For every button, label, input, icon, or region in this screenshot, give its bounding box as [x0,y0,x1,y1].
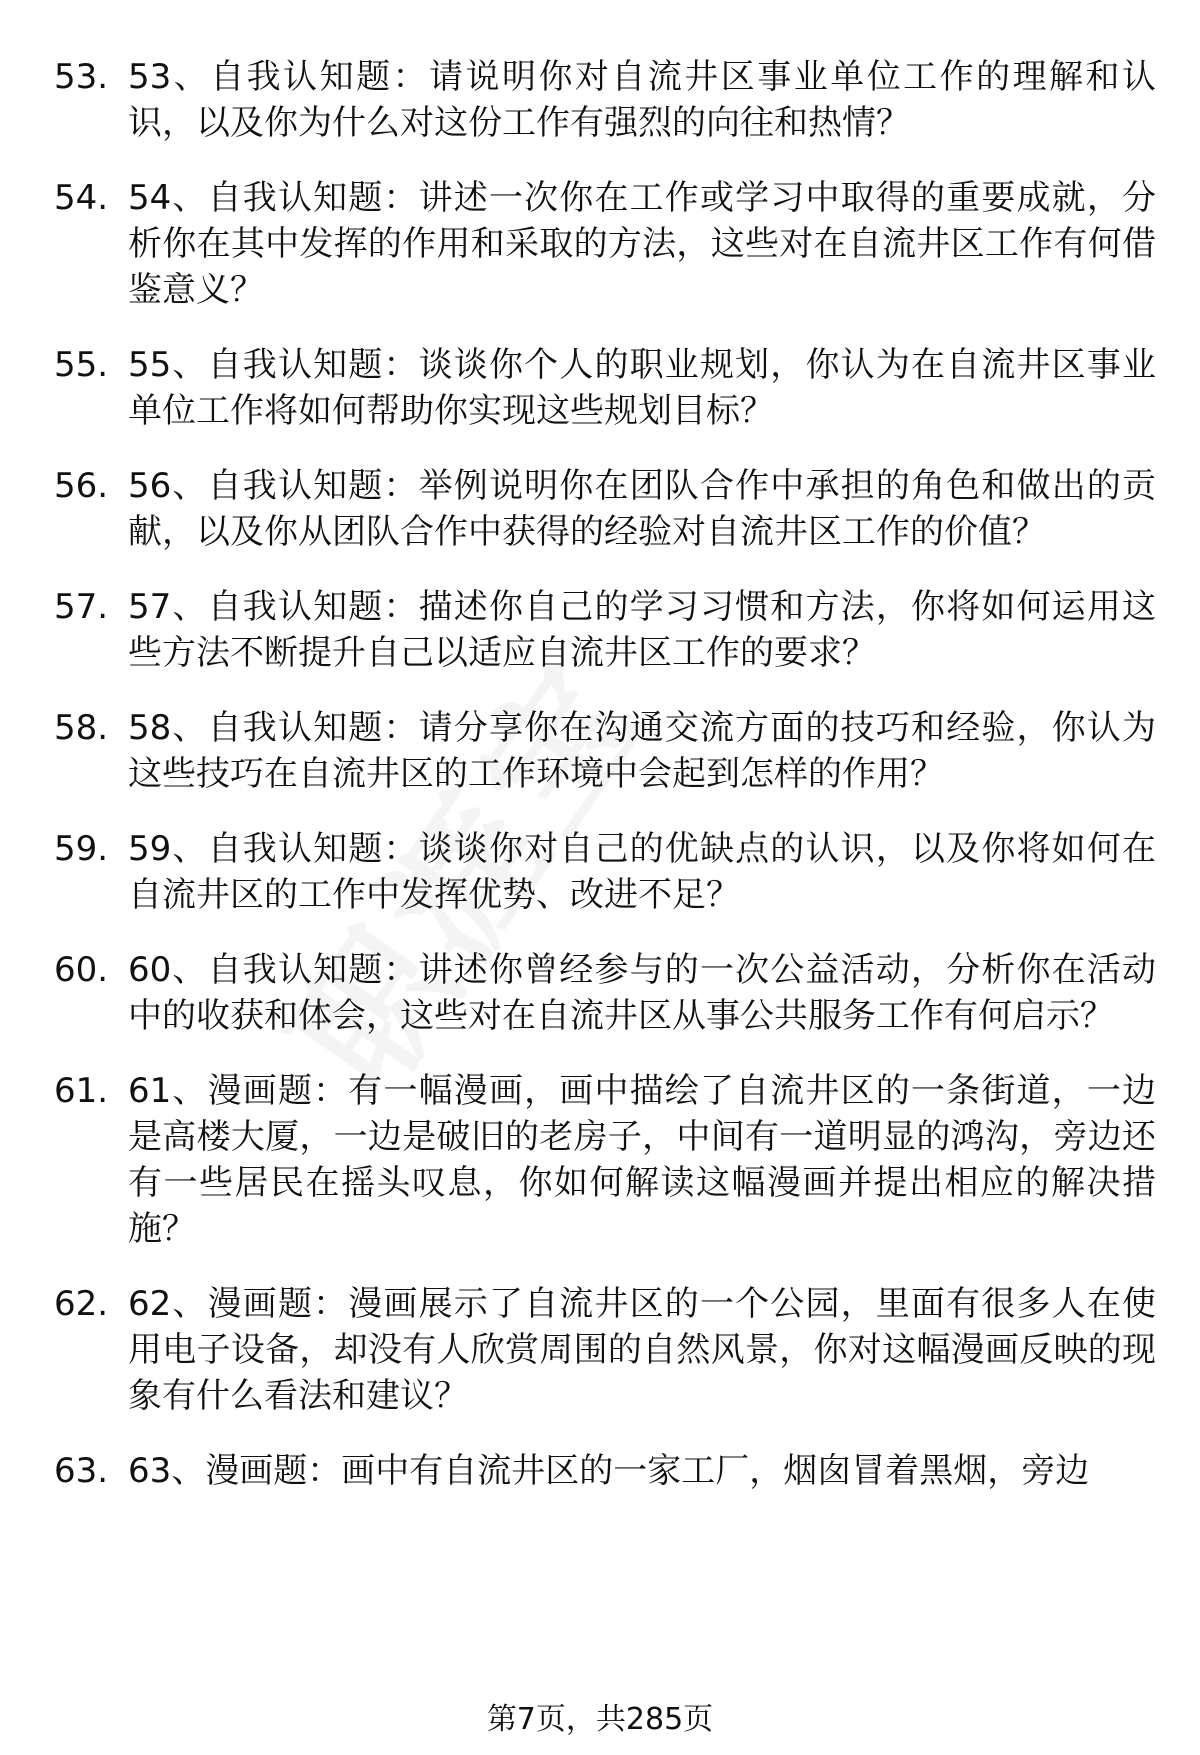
question-text: 60、自我认知题：讲述你曾经参与的一次公益活动，分析你在活动中的收获和体会，这些对在自流井区从事公共服务工作有何启示？ [128,950,1156,1036]
question-item [0,826,1200,918]
question-item [0,1281,1200,1419]
page-number-label: 第7页，共285页 [486,1702,714,1737]
question-number: 55. [54,345,109,385]
question-item [0,584,1200,676]
question-number: 63. [54,1451,109,1491]
question-number: 56. [54,466,109,506]
question-text: 54、自我认知题：讲述一次你在工作或学习中取得的重要成就，分析你在其中发挥的作用和采取的方法，这些对在自流井区工作有何借鉴意义？ [128,178,1156,310]
question-number: 53. [54,57,109,97]
question-text: 62、漫画题：漫画展示了自流井区的一个公园，里面有很多人在使用电子设备，却没有人欣赏周围的自然风景，你对这幅漫画反映的现象有什么看法和建议？ [128,1284,1156,1416]
question-item [0,947,1200,1039]
question-text: 63、漫画题：画中有自流井区的一家工厂，烟囱冒着黑烟，旁边 [128,1451,1090,1491]
question-text: 56、自我认知题：举例说明你在团队合作中承担的角色和做出的贡献，以及你从团队合作中获得的经验对自流井区工作的价值？ [128,466,1156,552]
question-number: 58. [54,708,109,748]
question-item [0,175,1200,313]
question-item [0,1448,1200,1494]
question-number: 57. [54,587,109,627]
question-number: 54. [54,178,109,218]
question-item [0,705,1200,797]
question-text: 59、自我认知题：谈谈你对自己的优缺点的认识，以及你将如何在自流井区的工作中发挥优势、改进不足？ [128,829,1156,915]
question-number: 59. [54,829,109,869]
question-number: 61. [54,1071,109,1111]
question-text: 58、自我认知题：请分享你在沟通交流方面的技巧和经验，你认为这些技巧在自流井区的工作环境中会起到怎样的作用？ [128,708,1156,794]
question-item [0,1068,1200,1252]
question-text: 55、自我认知题：谈谈你个人的职业规划，你认为在自流井区事业单位工作将如何帮助你实现这些规划目标？ [128,345,1156,431]
question-item [0,342,1200,434]
question-item [0,463,1200,555]
question-text: 53、自我认知题：请说明你对自流井区事业单位工作的理解和认识，以及你为什么对这份工作有强烈的向往和热情？ [128,57,1156,143]
question-item [0,54,1200,146]
question-text: 57、自我认知题：描述你自己的学习习惯和方法，你将如何运用这些方法不断提升自己以适应自流井区工作的要求？ [128,587,1156,673]
page-footer [0,1700,1200,1740]
question-number: 60. [54,950,109,990]
question-number: 62. [54,1284,109,1324]
question-text: 61、漫画题：有一幅漫画，画中描绘了自流井区的一条街道，一边是高楼大厦，一边是破旧的老房子，中间有一道明显的鸿沟，旁边还有一些居民在摇头叹息，你如何解读这幅漫画并提出相应的解决措施？ [128,1071,1156,1249]
question-list [0,54,1200,1523]
